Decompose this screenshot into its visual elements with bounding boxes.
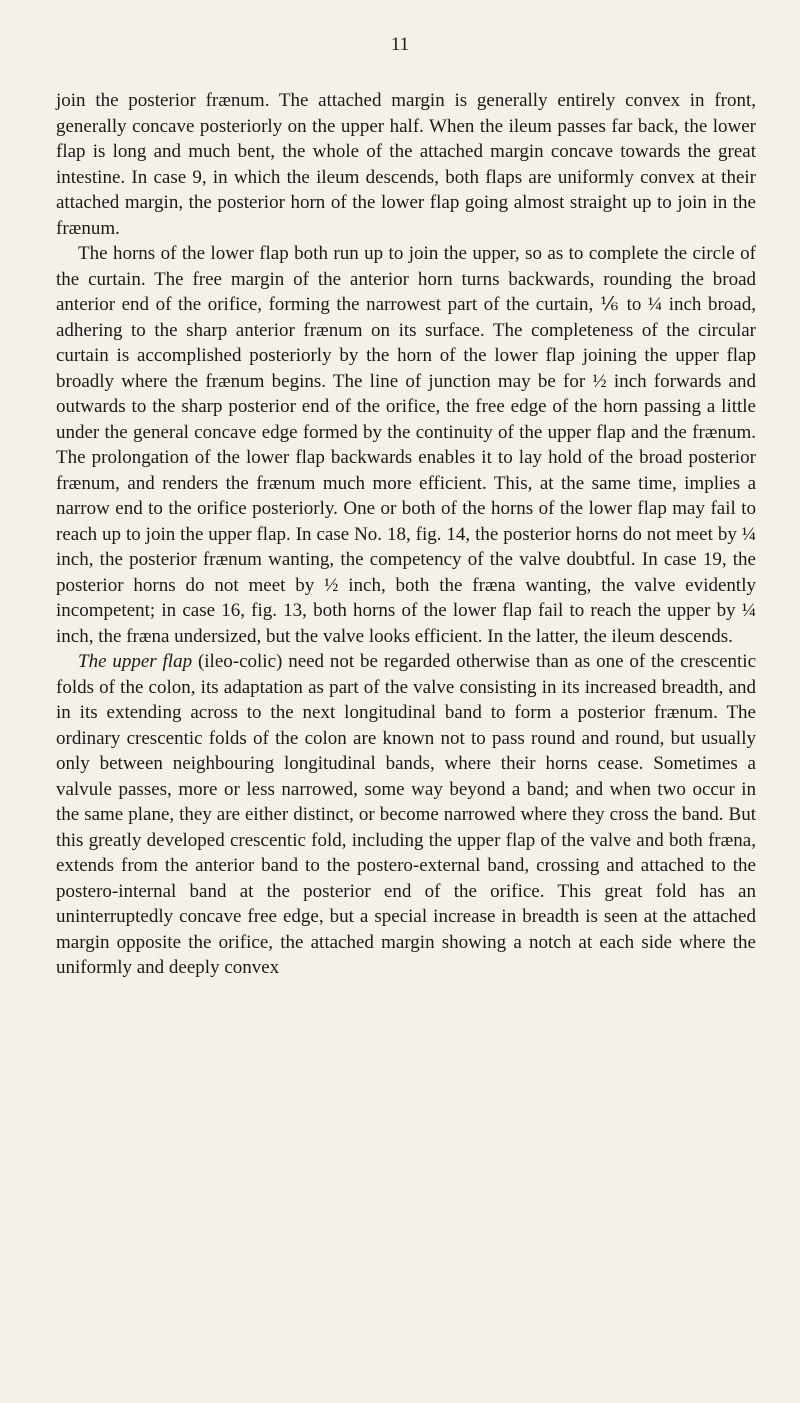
paragraph-3-italic-lead: The upper flap — [78, 651, 193, 672]
paragraph-3 — [56, 649, 756, 981]
page-number: 11 — [390, 34, 410, 55]
body-text — [56, 88, 756, 981]
paragraph-2: The horns of the lower flap both run up to join the upper, so as to complete the circle of the curtain. The free margin of the anterior horn turns backwards, rounding the broad anterior end of the orifice, forming the narrowest part of the curtain, ⅙ to ¼ inch broad, adhering to the sharp anterior frænum on its surface. The completeness of the circular curtain is accomplished posteriorly by the horn of the lower flap joining the upper flap broadly where the frænum begins. The line of junction may be for ½ inch forwards and outwards to the sharp posterior end of the orifice, the free edge of the horn passing a little under the general concave edge formed by the continuity of the upper flap and the frænum. The prolongation of the lower flap backwards enables it to lay hold of the broad posterior frænum, and renders the frænum much more efficient. This, at the same time, implies a narrow end to the orifice posteriorly. One or both of the horns of the lower flap may fail to reach up to join the upper flap. In case No. 18, fig. 14, the posterior horns do not meet by ¼ inch, the posterior frænum wanting, the competency of the valve doubtful. In case 19, the posterior horns do not meet by ½ inch, both the fræna wanting, the valve evidently incompetent; in case 16, fig. 13, both horns of the lower flap fail to reach the upper by ¼ inch, the fræna undersized, but the valve looks efficient. In the latter, the ileum descends. — [56, 243, 756, 647]
paragraph-3-text: (ileo-colic) need not be regarded otherwise than as one of the crescentic folds of the colon, its adaptation as part of the valve consisting in its increased breadth, and in its extending across to the next longitudinal band to form a posterior frænum. The ordinary crescentic folds of the colon are known not to pass round and round, but usually only between neighbouring longitudinal bands, where their horns cease. Sometimes a valvule passes, more or less narrowed, some way beyond a band; and when two occur in the same plane, they are either distinct, or become narrowed where they cross the band. But this greatly developed crescentic fold, including the upper flap of the valve and both fræna, extends from the anterior band to the postero-external band, crossing and attached to the postero-internal band at the posterior end of the orifice. This great fold has an uninterruptedly concave free edge, but a special increase in breadth is seen at the attached margin opposite the orifice, the attached margin showing a notch at each side where the uniformly and deeply convex — [56, 651, 757, 978]
paragraph-1: join the posterior frænum. The attached margin is generally entirely convex in front, generally concave posteriorly on the upper half. When the ileum passes far back, the lower flap is long and much bent, the whole of the attached margin concave towards the great intestine. In case 9, in which the ileum descends, both flaps are uniformly convex at their attached margin, the posterior horn of the lower flap going almost straight up to join in the frænum. — [56, 90, 756, 239]
